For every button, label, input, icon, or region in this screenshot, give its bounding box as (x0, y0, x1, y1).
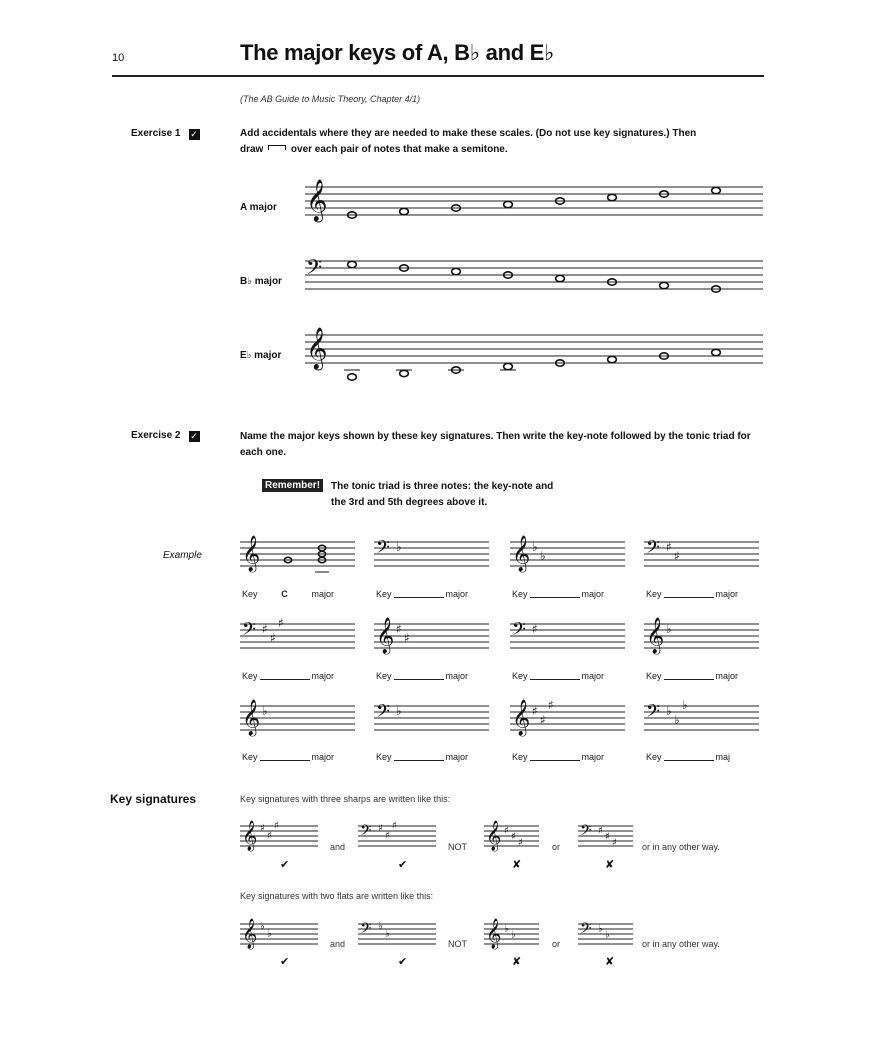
example-label: Example (163, 550, 202, 561)
answer-blank[interactable] (530, 760, 580, 761)
remember-box (262, 479, 553, 511)
sharp-icon: ♯ (262, 622, 268, 636)
key-answer-line[interactable] (646, 589, 738, 599)
incorrect-mark: ✘ (605, 956, 615, 968)
correct-mark: ✔ (398, 956, 408, 968)
key-signature-examples (240, 812, 640, 982)
major-word: major (581, 671, 605, 681)
sharp-icon: ♯ (605, 831, 610, 843)
whole-note (660, 282, 669, 288)
flat-icon: ♭ (666, 704, 672, 718)
major-word: major (715, 589, 739, 599)
whole-note (348, 374, 357, 380)
key-answer-line[interactable] (512, 589, 604, 599)
instruction-semitone: over each pair of notes that make a semitone. (290, 144, 508, 155)
bass-clef-icon: 𝄢 (360, 822, 372, 843)
flat-icon: ♭ (674, 713, 680, 727)
sharp-icon: ♯ (540, 713, 546, 727)
treble-clef-icon: 𝄞 (306, 326, 328, 370)
sharp-icon: ♯ (270, 631, 276, 645)
flat-icon: ♭ (532, 540, 538, 554)
treble-clef-icon: 𝄞 (376, 617, 395, 654)
answer-blank[interactable] (260, 760, 310, 761)
flat-icon: ♭ (666, 622, 672, 636)
flat-icon: ♭ (511, 929, 516, 941)
sharp-icon: ♯ (278, 616, 284, 630)
flat-icon: ♭ (504, 923, 509, 935)
key-word: Key (242, 671, 258, 681)
whole-note (712, 349, 721, 355)
key-answer-line[interactable] (646, 752, 730, 762)
bass-clef-icon: 𝄢 (580, 822, 592, 843)
chapter-reference: (The AB Guide to Music Theory, Chapter 4/1) (240, 94, 421, 104)
key-answer-line[interactable] (242, 589, 334, 599)
key-signatures-heading: Key signatures (110, 792, 197, 806)
treble-clef-icon: 𝄞 (512, 535, 531, 572)
answer-blank[interactable] (664, 597, 714, 598)
sharp-icon: ♯ (532, 622, 538, 636)
treble-clef-icon: 𝄞 (242, 821, 258, 851)
sharp-icon: ♯ (385, 830, 390, 842)
key-answer-line[interactable] (376, 589, 468, 599)
flat-icon: ♭ (396, 540, 402, 554)
bass-clef-icon: 𝄢 (242, 619, 256, 645)
exercise-2-instruction: Name the major keys shown by these key signatures. Then write the key-note followed by the tonic triad for each one. (240, 431, 751, 458)
treble-clef-icon: 𝄞 (306, 178, 328, 222)
remember-text (331, 479, 553, 511)
sharp-icon: ♯ (598, 825, 603, 837)
connector-or: or (552, 939, 561, 949)
bass-clef-icon: 𝄢 (580, 920, 592, 941)
flat-icon: ♭ (605, 929, 610, 941)
sharp-icon: ♯ (548, 698, 554, 712)
exercise-2-staves (240, 530, 765, 760)
connector-not: NOT (448, 842, 467, 852)
flat-icon: ♭ (262, 704, 268, 718)
sharp-icon: ♯ (666, 540, 672, 554)
key-word: Key (646, 752, 662, 762)
flat-icon: ♭ (385, 928, 390, 940)
exercise-1-instruction (240, 126, 760, 158)
connector-and: and (330, 842, 346, 852)
sharp-icon: ♯ (404, 631, 410, 645)
answer-blank[interactable] (394, 597, 444, 598)
key-word: Key (242, 752, 258, 762)
exercise-1-text: Exercise 1 (131, 128, 181, 139)
bass-clef-icon: 𝄢 (512, 619, 526, 645)
flat-icon: ♭ (682, 698, 688, 712)
key-answer-line[interactable] (242, 752, 334, 762)
key-word: Key (376, 589, 392, 599)
major-word: maj (715, 752, 731, 762)
whole-note (556, 275, 565, 281)
bass-clef-icon: 𝄢 (376, 701, 390, 727)
key-word: Key (376, 752, 392, 762)
major-word: major (581, 589, 605, 599)
sharps-description: Key signatures with three sharps are written like this: (240, 794, 451, 804)
scale-label-a-major: A major (240, 202, 277, 213)
sharp-icon: ♯ (267, 830, 272, 842)
bass-clef-icon: 𝄢 (646, 701, 660, 727)
key-word: Key (512, 671, 528, 681)
sharp-icon: ♯ (392, 820, 397, 832)
treble-clef-icon: 𝄞 (646, 617, 665, 654)
key-word: Key (242, 589, 258, 599)
flat-icon: ♭ (598, 923, 603, 935)
exercise-1-staves (300, 175, 765, 385)
sharp-icon: ♯ (396, 622, 402, 636)
answer-blank[interactable] (394, 760, 444, 761)
major-word: major (445, 671, 469, 681)
checkbox-checked-icon[interactable]: ✓ (190, 431, 198, 441)
checkbox-checked-icon[interactable]: ✓ (190, 129, 198, 139)
treble-clef-icon: 𝄞 (242, 699, 261, 736)
whole-note (348, 261, 357, 267)
answer-blank[interactable] (260, 679, 310, 680)
answer-blank[interactable] (394, 679, 444, 680)
sharp-icon: ♯ (518, 837, 523, 849)
instruction-draw: draw (240, 144, 264, 155)
major-word: major (311, 671, 335, 681)
bass-clef-icon: 𝄢 (376, 537, 390, 563)
instruction-line-1: Add accidentals where they are needed to make these scales. (Do not use key signatures.) Then (240, 128, 697, 139)
whole-note (608, 194, 617, 200)
sharp-icon: ♯ (511, 831, 516, 843)
page-title: The major keys of A, B♭ and E♭ (240, 40, 555, 65)
sharp-icon: ♯ (532, 704, 538, 718)
sharp-icon: ♯ (260, 823, 265, 834)
bass-clef-icon: 𝄢 (646, 537, 660, 563)
bass-clef-icon: 𝄢 (306, 254, 323, 284)
whole-note (712, 187, 721, 193)
treble-clef-icon: 𝄞 (512, 699, 531, 736)
flats-description: Key signatures with two flats are written like this: (240, 891, 434, 901)
flat-icon: ♭ (378, 921, 383, 932)
connector-and: and (330, 939, 346, 949)
flat-icon: ♭ (260, 921, 265, 932)
answer-blank[interactable] (664, 679, 714, 680)
flat-icon: ♭ (540, 549, 546, 563)
flat-icon: ♭ (267, 928, 272, 940)
treble-clef-icon: 𝄞 (242, 919, 258, 949)
exercise-1-label (131, 128, 200, 140)
major-word: major (311, 752, 335, 762)
instruction-line-2 (240, 142, 760, 158)
bass-clef-icon: 𝄢 (360, 920, 372, 941)
whole-note (608, 356, 617, 362)
correct-mark: ✔ (280, 956, 290, 968)
key-answer-line[interactable] (512, 752, 604, 762)
scale-label-bflat-major: B♭ major (240, 276, 282, 287)
remember-tag: Remember! (262, 479, 323, 492)
answer-blank[interactable] (530, 679, 580, 680)
answer-blank[interactable] (664, 760, 714, 761)
semitone-bracket-icon (268, 145, 286, 150)
key-word: Key (376, 671, 392, 681)
major-word: major (445, 589, 469, 599)
key-answer-line[interactable] (242, 671, 334, 681)
major-word: major (445, 752, 469, 762)
incorrect-mark: ✘ (512, 956, 522, 968)
key-answer-line[interactable] (376, 671, 468, 681)
key-answer-line[interactable] (512, 671, 604, 681)
page-number: 10 (112, 52, 125, 64)
major-word: major (311, 589, 335, 599)
major-word: major (581, 752, 605, 762)
key-word: Key (646, 589, 662, 599)
key-answer-line[interactable] (646, 671, 738, 681)
example-answer: C (281, 589, 288, 599)
remember-line-1: The tonic triad is three notes: the key-note and (331, 481, 554, 492)
whole-note (400, 208, 409, 214)
scale-label-eflat-major: E♭ major (240, 350, 282, 361)
sharp-icon: ♯ (504, 825, 509, 837)
exercise-2-label (131, 430, 200, 442)
exercise-2-text: Exercise 2 (131, 430, 181, 441)
treble-clef-icon: 𝄞 (486, 919, 502, 949)
key-word: Key (512, 752, 528, 762)
sharp-icon: ♯ (674, 549, 680, 563)
incorrect-mark: ✘ (512, 859, 522, 871)
key-word: Key (512, 589, 528, 599)
key-word: Key (646, 671, 662, 681)
treble-clef-icon: 𝄞 (486, 821, 502, 851)
treble-clef-icon: 𝄞 (242, 535, 261, 572)
flat-icon: ♭ (396, 704, 402, 718)
title-rule (112, 75, 764, 77)
connector-or-other: or in any other way. (642, 842, 720, 852)
whole-note (504, 363, 513, 369)
key-answer-line[interactable] (376, 752, 468, 762)
sharp-icon: ♯ (274, 820, 279, 832)
whole-note (504, 201, 513, 207)
sharp-icon: ♯ (612, 837, 617, 849)
remember-line-2: the 3rd and 5th degrees above it. (331, 497, 488, 508)
major-word: major (715, 671, 739, 681)
connector-or: or (552, 842, 561, 852)
whole-note (400, 370, 409, 376)
connector-not: NOT (448, 939, 467, 949)
connector-or-other: or in any other way. (642, 939, 720, 949)
correct-mark: ✔ (280, 859, 290, 871)
sharp-icon: ♯ (378, 823, 383, 834)
whole-note (452, 268, 461, 274)
answer-blank[interactable] (530, 597, 580, 598)
correct-mark: ✔ (398, 859, 408, 871)
incorrect-mark: ✘ (605, 859, 615, 871)
